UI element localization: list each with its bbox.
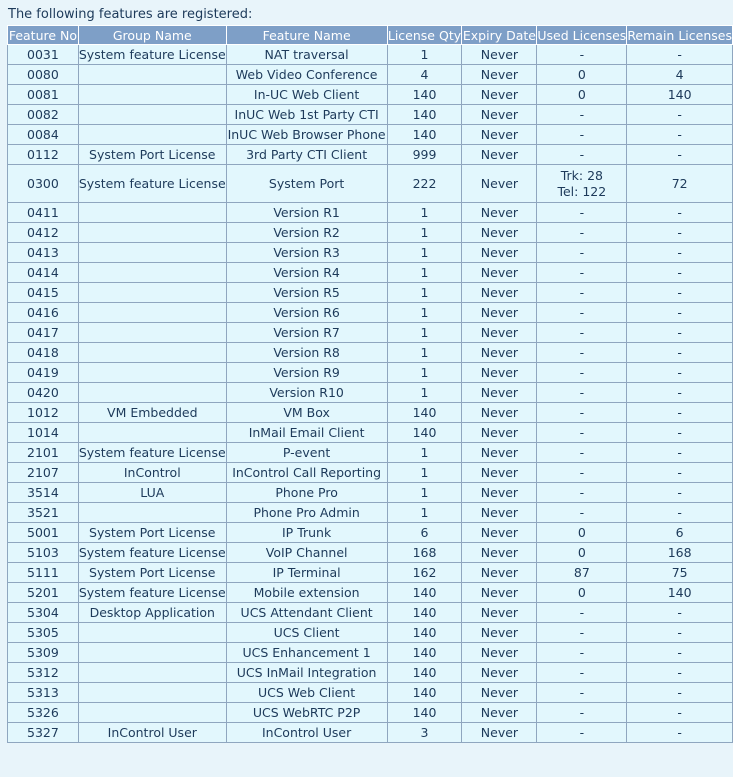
expiry-date-cell: Never	[462, 483, 537, 503]
remain-licenses-cell: -	[627, 443, 733, 463]
feature-no-cell: 0417	[8, 323, 79, 343]
expiry-date-cell: Never	[462, 523, 537, 543]
expiry-date-cell: Never	[462, 203, 537, 223]
license-qty-cell: 1	[387, 443, 462, 463]
remain-licenses-cell: 140	[627, 85, 733, 105]
features-table	[7, 25, 733, 743]
used-licenses-cell: -	[537, 723, 627, 743]
feature-no-cell: 0084	[8, 125, 79, 145]
feature-name-cell: VM Box	[226, 403, 387, 423]
remain-licenses-cell: 168	[627, 543, 733, 563]
feature-name-cell: UCS Enhancement 1	[226, 643, 387, 663]
expiry-date-cell: Never	[462, 363, 537, 383]
feature-no-cell: 0418	[8, 343, 79, 363]
feature-name-cell: IP Trunk	[226, 523, 387, 543]
used-licenses-cell: -	[537, 303, 627, 323]
used-licenses-cell: -	[537, 383, 627, 403]
group-name-cell	[78, 683, 226, 703]
remain-licenses-cell: -	[627, 343, 733, 363]
expiry-date-cell: Never	[462, 145, 537, 165]
remain-licenses-cell: -	[627, 125, 733, 145]
used-licenses-cell: -	[537, 443, 627, 463]
feature-name-cell: Phone Pro	[226, 483, 387, 503]
feature-name-cell: Version R7	[226, 323, 387, 343]
feature-name-cell: UCS Attendant Client	[226, 603, 387, 623]
used-licenses-cell: 0	[537, 523, 627, 543]
used-licenses-cell: 87	[537, 563, 627, 583]
group-name-cell	[78, 423, 226, 443]
expiry-date-cell: Never	[462, 623, 537, 643]
used-licenses-cell: -	[537, 263, 627, 283]
group-name-cell: System Port License	[78, 145, 226, 165]
table-row	[8, 683, 733, 703]
col-license-qty: License Qty	[387, 27, 462, 43]
used-licenses-cell: -	[537, 683, 627, 703]
col-feature-no: Feature No	[8, 27, 78, 43]
used-licenses-cell: -	[537, 145, 627, 165]
license-qty-cell: 1	[387, 263, 462, 283]
remain-licenses-cell: -	[627, 383, 733, 403]
used-licenses-cell: -	[537, 623, 627, 643]
remain-licenses-cell: 140	[627, 583, 733, 603]
table-row	[8, 65, 733, 85]
license-qty-cell: 1	[387, 45, 462, 65]
table-row	[8, 263, 733, 283]
expiry-date-cell: Never	[462, 663, 537, 683]
expiry-date-cell: Never	[462, 303, 537, 323]
used-licenses-cell: -	[537, 243, 627, 263]
license-qty-cell: 140	[387, 423, 462, 443]
table-row	[8, 523, 733, 543]
license-qty-cell: 140	[387, 643, 462, 663]
group-name-cell	[78, 643, 226, 663]
license-qty-cell: 140	[387, 105, 462, 125]
feature-no-cell: 1012	[8, 403, 79, 423]
table-row	[8, 85, 733, 105]
feature-no-cell: 3521	[8, 503, 79, 523]
feature-name-cell: Version R4	[226, 263, 387, 283]
feature-no-cell: 0082	[8, 105, 79, 125]
remain-licenses-cell: -	[627, 105, 733, 125]
license-qty-cell: 140	[387, 663, 462, 683]
license-qty-cell: 1	[387, 203, 462, 223]
feature-no-cell: 0419	[8, 363, 79, 383]
expiry-date-cell: Never	[462, 263, 537, 283]
feature-name-cell: UCS Web Client	[226, 683, 387, 703]
remain-licenses-cell: -	[627, 363, 733, 383]
header-row	[8, 26, 733, 45]
group-name-cell	[78, 125, 226, 145]
feature-no-cell: 5103	[8, 543, 79, 563]
feature-no-cell: 5201	[8, 583, 79, 603]
feature-no-cell: 5313	[8, 683, 79, 703]
feature-name-cell: Version R8	[226, 343, 387, 363]
feature-no-cell: 5305	[8, 623, 79, 643]
feature-no-cell: 2101	[8, 443, 79, 463]
used-licenses-cell: -	[537, 323, 627, 343]
used-licenses-cell: -	[537, 203, 627, 223]
expiry-date-cell: Never	[462, 323, 537, 343]
license-qty-cell: 140	[387, 683, 462, 703]
used-licenses-cell: -	[537, 603, 627, 623]
table-row	[8, 703, 733, 723]
license-qty-cell: 140	[387, 125, 462, 145]
used-licenses-cell: 0	[537, 583, 627, 603]
remain-licenses-cell: -	[627, 223, 733, 243]
remain-licenses-cell: -	[627, 463, 733, 483]
feature-no-cell: 0416	[8, 303, 79, 323]
remain-licenses-cell: -	[627, 403, 733, 423]
feature-no-cell: 0031	[8, 45, 79, 65]
feature-no-cell: 5304	[8, 603, 79, 623]
feature-name-cell: In-UC Web Client	[226, 85, 387, 105]
remain-licenses-cell: -	[627, 323, 733, 343]
remain-licenses-cell: -	[627, 423, 733, 443]
used-licenses-cell: -	[537, 363, 627, 383]
table-row	[8, 243, 733, 263]
group-name-cell	[78, 503, 226, 523]
remain-licenses-cell: -	[627, 683, 733, 703]
group-name-cell	[78, 323, 226, 343]
license-qty-cell: 140	[387, 703, 462, 723]
license-qty-cell: 140	[387, 603, 462, 623]
expiry-date-cell: Never	[462, 503, 537, 523]
table-row	[8, 583, 733, 603]
table-row	[8, 323, 733, 343]
feature-name-cell: UCS InMail Integration	[226, 663, 387, 683]
feature-no-cell: 5111	[8, 563, 79, 583]
feature-name-cell: NAT traversal	[226, 45, 387, 65]
feature-name-cell: InMail Email Client	[226, 423, 387, 443]
license-qty-cell: 162	[387, 563, 462, 583]
col-remain-licenses: Remain Licenses	[627, 27, 732, 43]
col-feature-name: Feature Name	[226, 26, 387, 45]
remain-licenses-cell: 6	[627, 523, 733, 543]
group-name-cell	[78, 243, 226, 263]
expiry-date-cell: Never	[462, 643, 537, 663]
group-name-cell	[78, 703, 226, 723]
used-licenses-cell: -	[537, 343, 627, 363]
used-licenses-cell: -	[537, 703, 627, 723]
expiry-date-cell: Never	[462, 723, 537, 743]
table-row	[8, 563, 733, 583]
remain-licenses-cell: -	[627, 663, 733, 683]
col-used-licenses: Used Licenses	[537, 27, 627, 43]
table-row	[8, 165, 733, 203]
used-licenses-cell: -	[537, 643, 627, 663]
license-qty-cell: 1	[387, 223, 462, 243]
feature-no-cell: 0081	[8, 85, 79, 105]
group-name-cell	[78, 203, 226, 223]
license-qty-cell: 168	[387, 543, 462, 563]
used-licenses-cell: 0	[537, 85, 627, 105]
used-licenses-cell: 0	[537, 543, 627, 563]
table-row	[8, 283, 733, 303]
expiry-date-cell: Never	[462, 125, 537, 145]
feature-name-cell: Mobile extension	[226, 583, 387, 603]
used-licenses-cell: -	[537, 423, 627, 443]
group-name-cell: LUA	[78, 483, 226, 503]
remain-licenses-cell: 75	[627, 563, 733, 583]
group-name-cell: VM Embedded	[78, 403, 226, 423]
license-qty-cell: 999	[387, 145, 462, 165]
table-row	[8, 203, 733, 223]
license-qty-cell: 1	[387, 483, 462, 503]
table-row	[8, 125, 733, 145]
feature-no-cell: 1014	[8, 423, 79, 443]
feature-no-cell: 2107	[8, 463, 79, 483]
group-name-cell	[78, 383, 226, 403]
feature-no-cell: 0420	[8, 383, 79, 403]
group-name-cell: InControl User	[78, 723, 226, 743]
license-qty-cell: 1	[387, 503, 462, 523]
remain-licenses-cell: -	[627, 643, 733, 663]
group-name-cell	[78, 105, 226, 125]
table-row	[8, 543, 733, 563]
expiry-date-cell: Never	[462, 383, 537, 403]
table-row	[8, 723, 733, 743]
used-licenses-cell: 0	[537, 65, 627, 85]
license-qty-cell: 1	[387, 363, 462, 383]
group-name-cell	[78, 65, 226, 85]
group-name-cell	[78, 283, 226, 303]
feature-no-cell: 0300	[8, 165, 79, 203]
feature-no-cell: 0411	[8, 203, 79, 223]
expiry-date-cell: Never	[462, 343, 537, 363]
expiry-date-cell: Never	[462, 45, 537, 65]
expiry-date-cell: Never	[462, 603, 537, 623]
table-row	[8, 423, 733, 443]
feature-name-cell: Version R10	[226, 383, 387, 403]
feature-no-cell: 5312	[8, 663, 79, 683]
feature-name-cell: UCS Client	[226, 623, 387, 643]
group-name-cell	[78, 303, 226, 323]
remain-licenses-cell: 72	[627, 165, 733, 203]
remain-licenses-cell: -	[627, 243, 733, 263]
used-licenses-cell: -	[537, 463, 627, 483]
feature-name-cell: InUC Web Browser Phone	[226, 125, 387, 145]
group-name-cell: System feature License	[78, 543, 226, 563]
table-row	[8, 383, 733, 403]
feature-no-cell: 3514	[8, 483, 79, 503]
expiry-date-cell: Never	[462, 423, 537, 443]
remain-licenses-cell: -	[627, 145, 733, 165]
group-name-cell	[78, 363, 226, 383]
table-row	[8, 363, 733, 383]
table-row	[8, 45, 733, 65]
remain-licenses-cell: -	[627, 45, 733, 65]
group-name-cell: System Port License	[78, 523, 226, 543]
expiry-date-cell: Never	[462, 165, 537, 203]
feature-no-cell: 5327	[8, 723, 79, 743]
feature-name-cell: Version R3	[226, 243, 387, 263]
table-row	[8, 483, 733, 503]
license-qty-cell: 1	[387, 343, 462, 363]
table-row	[8, 403, 733, 423]
table-row	[8, 145, 733, 165]
table-row	[8, 643, 733, 663]
remain-licenses-cell: 4	[627, 65, 733, 85]
group-name-cell	[78, 223, 226, 243]
used-licenses-cell: -	[537, 663, 627, 683]
table-row	[8, 663, 733, 683]
license-qty-cell: 140	[387, 583, 462, 603]
table-row	[8, 303, 733, 323]
feature-name-cell: InUC Web 1st Party CTI	[226, 105, 387, 125]
license-qty-cell: 6	[387, 523, 462, 543]
table-row	[8, 343, 733, 363]
col-group-name: Group Name	[78, 26, 226, 45]
used-licenses-cell: -	[537, 45, 627, 65]
feature-no-cell: 5001	[8, 523, 79, 543]
group-name-cell	[78, 85, 226, 105]
feature-name-cell: System Port	[226, 165, 387, 203]
remain-licenses-cell: -	[627, 283, 733, 303]
group-name-cell: Desktop Application	[78, 603, 226, 623]
group-name-cell: InControl	[78, 463, 226, 483]
remain-licenses-cell: -	[627, 723, 733, 743]
remain-licenses-cell: -	[627, 503, 733, 523]
expiry-date-cell: Never	[462, 403, 537, 423]
remain-licenses-cell: -	[627, 203, 733, 223]
expiry-date-cell: Never	[462, 563, 537, 583]
feature-name-cell: InControl User	[226, 723, 387, 743]
license-qty-cell: 1	[387, 323, 462, 343]
remain-licenses-cell: -	[627, 483, 733, 503]
feature-no-cell: 0412	[8, 223, 79, 243]
feature-name-cell: VoIP Channel	[226, 543, 387, 563]
remain-licenses-cell: -	[627, 703, 733, 723]
expiry-date-cell: Never	[462, 85, 537, 105]
license-qty-cell: 140	[387, 403, 462, 423]
remain-licenses-cell: -	[627, 603, 733, 623]
license-qty-cell: 140	[387, 623, 462, 643]
license-qty-cell: 1	[387, 463, 462, 483]
expiry-date-cell: Never	[462, 543, 537, 563]
expiry-date-cell: Never	[462, 243, 537, 263]
group-name-cell: System feature License	[78, 45, 226, 65]
table-row	[8, 503, 733, 523]
group-name-cell: System Port License	[78, 563, 226, 583]
table-row	[8, 223, 733, 243]
used-licenses-cell: Trk: 28 Tel: 122	[537, 165, 627, 203]
feature-no-cell: 5326	[8, 703, 79, 723]
table-row	[8, 105, 733, 125]
used-licenses-cell: -	[537, 105, 627, 125]
expiry-date-cell: Never	[462, 703, 537, 723]
page-caption: The following features are registered:	[8, 7, 253, 22]
feature-name-cell: IP Terminal	[226, 563, 387, 583]
used-licenses-cell: -	[537, 223, 627, 243]
license-qty-cell: 140	[387, 85, 462, 105]
table-row	[8, 623, 733, 643]
feature-no-cell: 0413	[8, 243, 79, 263]
feature-name-cell: InControl Call Reporting	[226, 463, 387, 483]
expiry-date-cell: Never	[462, 283, 537, 303]
feature-name-cell: Version R6	[226, 303, 387, 323]
col-expiry-date: Expiry Date	[462, 27, 536, 43]
remain-licenses-cell: -	[627, 303, 733, 323]
feature-no-cell: 0080	[8, 65, 79, 85]
expiry-date-cell: Never	[462, 683, 537, 703]
feature-name-cell: Version R5	[226, 283, 387, 303]
license-qty-cell: 222	[387, 165, 462, 203]
remain-licenses-cell: -	[627, 263, 733, 283]
used-licenses-cell: -	[537, 503, 627, 523]
used-licenses-cell: -	[537, 125, 627, 145]
license-qty-cell: 1	[387, 283, 462, 303]
expiry-date-cell: Never	[462, 105, 537, 125]
expiry-date-cell: Never	[462, 223, 537, 243]
group-name-cell	[78, 663, 226, 683]
table-row	[8, 463, 733, 483]
feature-name-cell: UCS WebRTC P2P	[226, 703, 387, 723]
license-qty-cell: 4	[387, 65, 462, 85]
expiry-date-cell: Never	[462, 583, 537, 603]
group-name-cell: System feature License	[78, 583, 226, 603]
group-name-cell	[78, 343, 226, 363]
table-row	[8, 443, 733, 463]
license-qty-cell: 1	[387, 303, 462, 323]
used-licenses-cell: -	[537, 483, 627, 503]
feature-no-cell: 0415	[8, 283, 79, 303]
feature-name-cell: Phone Pro Admin	[226, 503, 387, 523]
license-qty-cell: 3	[387, 723, 462, 743]
feature-name-cell: Version R1	[226, 203, 387, 223]
expiry-date-cell: Never	[462, 65, 537, 85]
remain-licenses-cell: -	[627, 623, 733, 643]
group-name-cell	[78, 623, 226, 643]
expiry-date-cell: Never	[462, 463, 537, 483]
feature-no-cell: 0414	[8, 263, 79, 283]
feature-no-cell: 0112	[8, 145, 79, 165]
used-licenses-cell: -	[537, 403, 627, 423]
feature-name-cell: Version R2	[226, 223, 387, 243]
feature-name-cell: P-event	[226, 443, 387, 463]
table-row	[8, 603, 733, 623]
feature-no-cell: 5309	[8, 643, 79, 663]
used-licenses-cell: -	[537, 283, 627, 303]
group-name-cell: System feature License	[78, 165, 226, 203]
group-name-cell: System feature License	[78, 443, 226, 463]
feature-name-cell: 3rd Party CTI Client	[226, 145, 387, 165]
feature-name-cell: Web Video Conference	[226, 65, 387, 85]
expiry-date-cell: Never	[462, 443, 537, 463]
license-qty-cell: 1	[387, 383, 462, 403]
group-name-cell	[78, 263, 226, 283]
license-qty-cell: 1	[387, 243, 462, 263]
feature-name-cell: Version R9	[226, 363, 387, 383]
